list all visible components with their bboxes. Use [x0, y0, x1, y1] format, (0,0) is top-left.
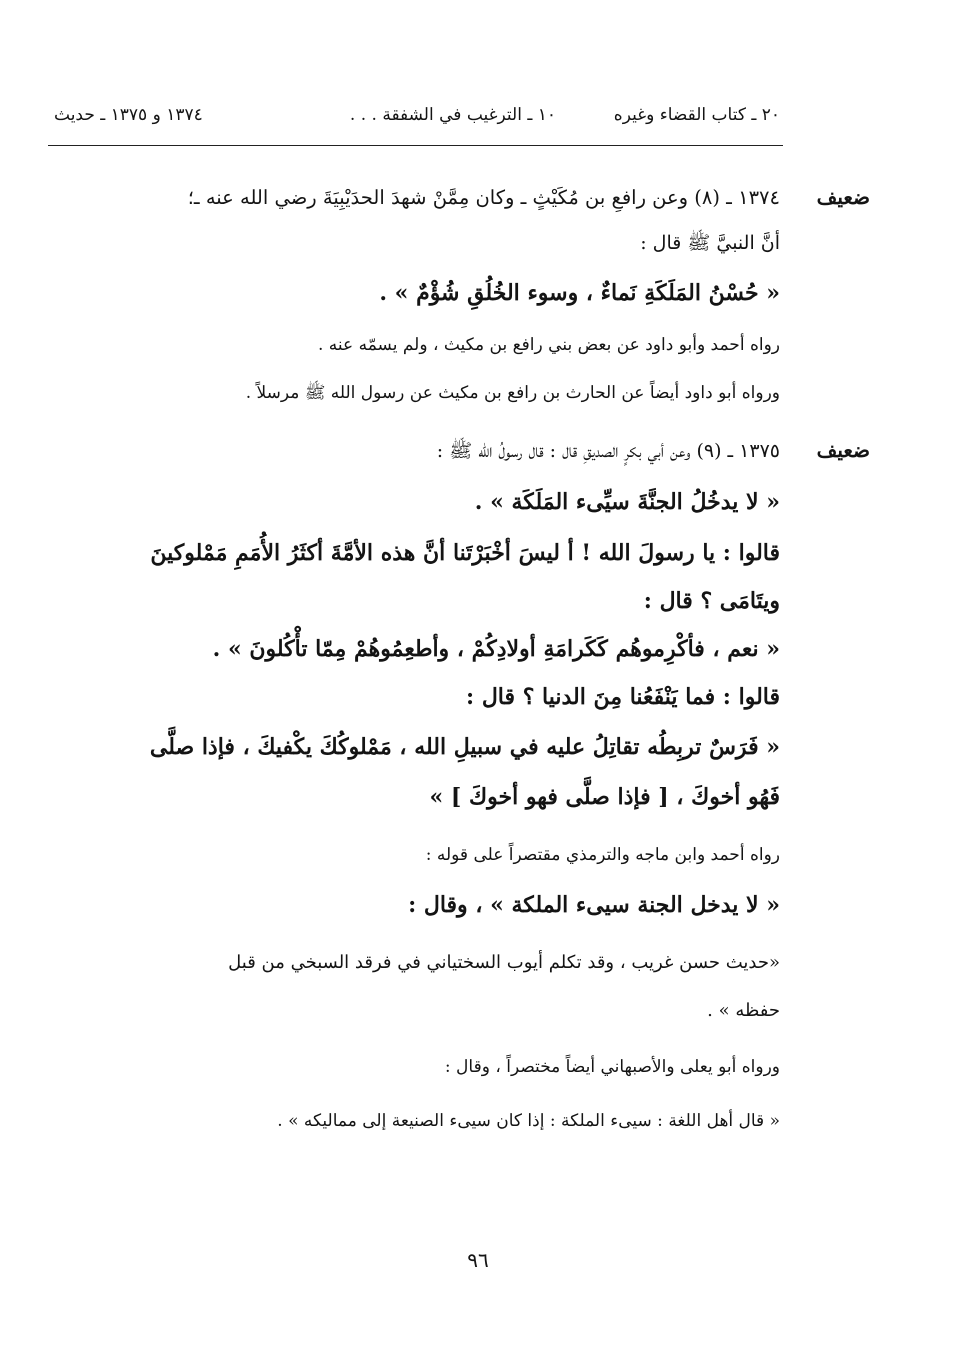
hadith-1375-line1: ١٣٧٥ ـ (٩) وعن أبي بكرٍ الصديقِ قال : قال رسولُ الله ﷺ : — [436, 440, 780, 462]
hadith-1374-text: « حُسْنُ المَلَكَةِ نَماءٌ ، وسوء الخُلُقِ شُؤْمٌ » . — [379, 280, 780, 306]
grade-label-1374: ضعيف — [816, 185, 870, 209]
hadith-1375-question1-line1 — [50, 534, 780, 572]
hadith-1375-answer2-line1: « فَرَسٌ تربِطُه تقاتِلُ عليه في سبيلِ الله ، مَمْلوكُكَ يكْفيكَ ، فإذا صلَّى — [149, 734, 780, 760]
header-chapter: ٢٠ ـ كتاب القضاء وغيره — [613, 105, 780, 125]
header-hadith-range: ١٣٧٤ و ١٣٧٥ ـ حديث — [54, 105, 203, 125]
hadith-1375-quote-line1: «حديث حسن غريب ، وقد تكلم أيوب السختياني في فرقد السبخي من قبل — [228, 952, 780, 973]
hadith-1375-note3: « قال أهل اللغة : سيىء الملكة : إذا كان سيىء الصنيعة إلى مماليكه » . — [277, 1111, 780, 1131]
header-section: ١٠ ـ الترغيب في الشفقة . . . — [349, 105, 556, 125]
hadith-1375-note2: ورواه أبو يعلى والأصبهاني أيضاً مختصراً ، وقال : — [444, 1057, 780, 1077]
hadith-1374-line1: ١٣٧٤ ـ (٨) وعن رافعِ بن مُكَيْثٍ ـ وكان مِمَّنْ شهدَ الحدَيْبِيَةَ رضي الله عنه ـ؛ — [187, 186, 780, 209]
page-number: ٩٦ — [467, 1248, 489, 1272]
hadith-1375-answer1: « نعم ، فأكْرِموهُم كَكَرامَةِ أولادِكُمْ ، وأطعِمُوهُمْ مِمّا تأْكُلونَ » . — [212, 636, 780, 662]
hadith-1375-question2: قالوا : فما يَنْفَعُنا مِنَ الدنيا ؟ قال : — [466, 684, 780, 710]
hadith-1374-line2: أنَّ النبيَّ ﷺ قال : — [640, 232, 780, 254]
header-rule — [48, 145, 783, 146]
hadith-1375-question1-line2: ويتَامَى ؟ قال : — [643, 588, 780, 614]
hadith-1375-answer2-line2: فَهُو أخوكَ ، [ فإذا صلَّى فهو أخوكَ ] » — [429, 784, 780, 810]
hadith-1375-note1: رواه أحمد وابن ماجه والترمذي مقتصراً على قوله : — [425, 845, 780, 865]
hadith-1375-text1: « لا يدخُلُ الجنَّةَ سيِّىء المَلَكَة » . — [474, 489, 780, 515]
grade-label-1375: ضعيف — [816, 438, 870, 462]
hadith-1374-note2: ورواه أبو داود أيضاً عن الحارث بن رافع بن مكيث عن رسول الله ﷺ مرسلاً . — [245, 383, 780, 403]
hadith-1374-note1: رواه أحمد وأبو داود عن بعض بني رافع بن مكيث ، ولم يسمّه عنه . — [318, 335, 780, 355]
hadith-1375-quote-line2: حفظه » . — [707, 1000, 780, 1021]
question1-text: قالوا : يا رسولَ الله ! أ ليسَ أخْبَرْتَنا أنَّ هذه الأمَّةَ أكثَرُ الأُمَمِ مَمْلوكينَ — [150, 540, 780, 566]
hadith-1375-text2: « لا يدخل الجنة سيىء الملكة » ، وقال : — [408, 892, 780, 918]
